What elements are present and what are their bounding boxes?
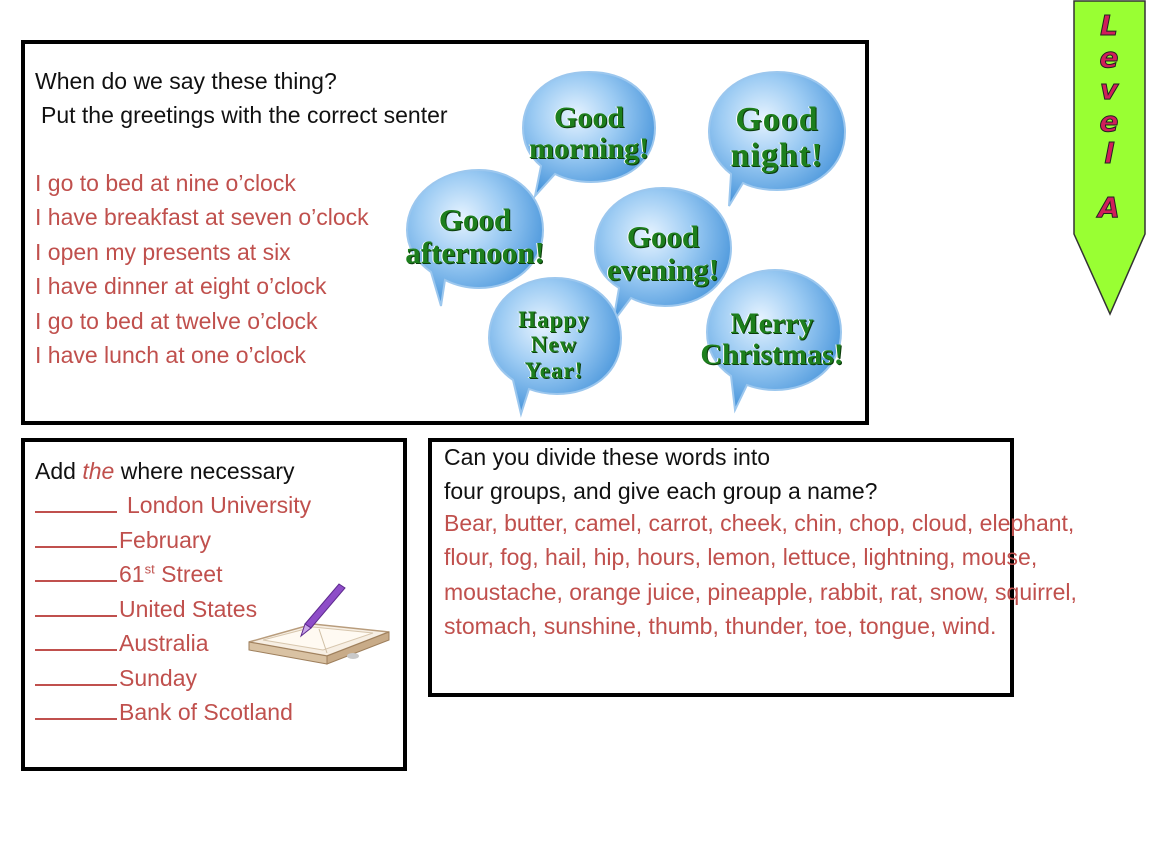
greeting-word: Year! [524,357,584,383]
greetings-instruction-line: Put the greetings with the correct senter [41,102,448,128]
sentence-item: I have lunch at one o’clock [35,342,307,369]
level-label [1073,10,1145,224]
blank-item-label: United States [119,595,258,622]
word-list [444,506,1084,643]
level-letter: v [1099,73,1119,106]
greetings-question: When do we say these thing? [35,68,337,94]
sentence-item: I go to bed at twelve o’clock [35,307,318,334]
greeting-word: night! [730,137,824,174]
articles-exercise-box [21,438,407,771]
fill-blank[interactable] [35,526,117,548]
instruction-text: where necessary [114,458,295,484]
fill-blank[interactable] [35,698,117,720]
blank-item-label: Bank of Scotland [119,699,293,725]
instruction-text: Add [35,458,83,484]
greeting-word: Happy [518,307,590,333]
word-list-text: Bear, butter, camel, carrot, cheek, chin, chop, cloud, elephant, flour, fog, hail, hip, hours, lemon, lettuce, lightning, mouse, moustache, orange juice, pineapple, rabbit, rat, snow, squirrel, stomach, sunshine, thumb, thunder, toe, tongue, wind. [444,510,1077,639]
merry-christmas-label [699,266,845,434]
greeting-word: Good [626,219,700,255]
articles-instruction [35,454,295,488]
greeting-word: Christmas! [700,338,844,371]
greeting-word: morning! [529,132,649,165]
level-letter: e [1099,41,1119,74]
word-groups-instructions [444,440,877,508]
happy-new-year-label [483,274,625,436]
blank-item [35,523,311,558]
book-and-pen-icon [243,580,393,670]
greeting-word: Merry [730,306,814,340]
blank-item-label: Street [154,561,223,587]
greetings-exercise-box [21,40,869,425]
greeting-word: Good [438,202,512,238]
merry-christmas-bubble[interactable] [699,266,845,412]
ordinal-suffix: st [144,561,155,577]
level-letter: A [1098,191,1120,224]
happy-new-year-bubble[interactable] [483,274,625,416]
word-groups-question-line: four groups, and give each group a name? [444,478,878,504]
level-a-tag [1073,0,1150,316]
greeting-word: afternoon! [405,235,545,270]
fill-blank[interactable] [35,664,117,686]
blank-item-label: Australia [119,630,209,656]
level-letter: e [1099,105,1119,138]
word-groups-question-line: Can you divide these words into [444,444,771,470]
sentence-item: I have breakfast at seven o’clock [35,204,369,231]
fill-blank[interactable] [35,491,117,513]
blank-item [35,695,311,730]
sentence-item: I go to bed at nine o’clock [35,170,296,196]
fill-blank[interactable] [35,595,117,617]
blank-item-label: February [119,526,212,553]
sentence-item: I open my presents at six [35,238,291,265]
greeting-word: Good [553,100,625,134]
blank-item-label: Sunday [119,664,198,691]
blank-item-label: London University [127,492,312,518]
greeting-word: evening! [607,252,719,287]
greetings-instructions [35,64,448,132]
level-letter: l [1104,137,1114,170]
sentence-item: I have dinner at eight o’clock [35,273,327,300]
blank-item [35,488,311,523]
fill-blank[interactable] [35,629,117,651]
instruction-emphasis: the [82,458,115,484]
level-letter: L [1100,9,1118,42]
fill-blank[interactable] [35,560,117,582]
word-groups-exercise-box [428,438,1077,697]
sentence-list [35,166,369,372]
blank-item-label: 61 [119,561,145,587]
greeting-word: Good [735,101,819,139]
greeting-word: New [530,332,578,358]
